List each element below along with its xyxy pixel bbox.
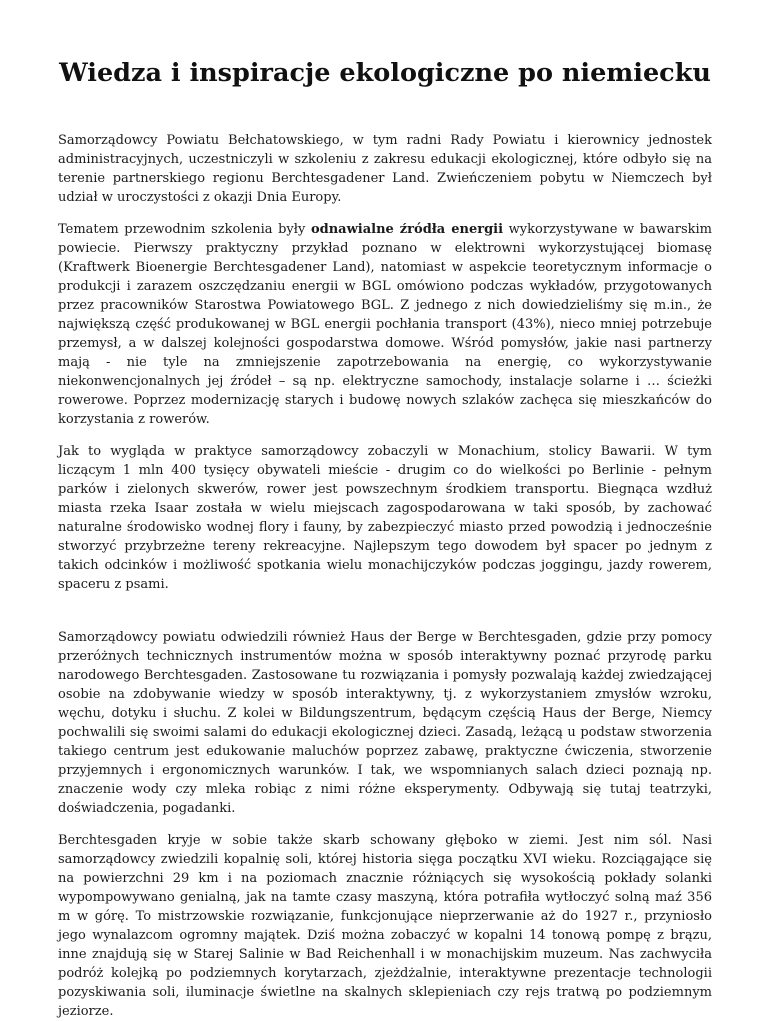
paragraph-energy-highlight: odnawialne źródła energii [310, 222, 504, 237]
paragraph-energy [58, 220, 712, 429]
paragraph-salt-mine: Berchtesgaden kryje w sobie także skarb schowany głęboko w ziemi. Jest nim sól. Nasi samorządowcy zwiedzili kopalnię soli, której historia sięga początku XVI wieku. Rozciągające się na powierzchni 29 km i na poziomach znacznie różniących się wysokością pokłady solanki wypompowywano genialną, jak na tamte czasy maszyną, która potrafiła wytłoczyć solną maź 356 m w górę. To mistrzowskie rozwiązanie, funkcjonujące nieprzerwanie aż do 1927 r., przyniosło jego wynalazcom ogromny majątek. Dziś można zobaczyć w kopalni 14 tonową pompę z brązu, inne znajdują się w Starej Salinie w Bad Reichenhall i w monachijskim muzeum. Nas zachwyciła podróż kolejką po podziemnych korytarzach, zjeżdżalnie, interaktywne prezentacje technologii pozyskiwania soli, iluminacje świetlne na skalnych sklepieniach czy rejs tratwą po podziemnym jeziorze. [58, 833, 712, 1019]
paragraph-munich: Jak to wygląda w praktyce samorządowcy zobaczyli w Monachium, stolicy Bawarii. W tym liczącym 1 mln 400 tysięcy obywateli mieście - drugim co do wielkości po Berlinie - pełnym parków i zielonych skwerów, rower jest powszechnym środkiem transportu. Biegnąca wzdłuż miasta rzeka Isaar została w wielu miejscach zagospodarowana w taki sposób, by zachować naturalne środowisko wodnej flory i fauny, by zabezpieczyć miasto przed powodzią i jednocześnie stworzyć przybrzeżne tereny rekreacyjne. Najlepszym tego dowodem był spacer po jednym z takich odcinków i możliwość spotkania wielu monachijczyków podczas joggingu, jazdy rowerem, spaceru z psami. [58, 444, 712, 592]
paragraph-intro: Samorządowcy Powiatu Bełchatowskiego, w tym radni Rady Powiatu i kierownicy jednostek administracyjnych, uczestniczyli w szkoleniu z zakresu edukacji ekologicznej, które odbyło się na terenie partnerskiego regionu Berchtesgadener Land. Zwieńczeniem pobytu w Niemczech był udział w uroczystości z okazji Dnia Europy. [58, 133, 712, 205]
page-title: Wiedza i inspiracje ekologiczne po niemiecku [59, 58, 711, 88]
paragraph-energy-start: Tematem przewodnim szkolenia były [58, 222, 311, 237]
paragraph-energy-rest: wykorzystywane w bawarskim powiecie. Pierwszy praktyczny przykład poznano w elektrowni wykorzystującej biomasę (Kraftwerk Bioenergie Berchtesgadener Land), natomiast w aspekcie teoretycznym informacje o produkcji i zarazem oszczędzaniu energii w BGL omówiono podczas wykładów, przygotowanych przez pracowników Starostwa Powiatowego BGL. Z jednego z nich dowiedzieliśmy się m.in., że największą część produkowanej w BGL energii pochłania transport (43%), nieco mniej potrzebuje przemysł, a w dalszej kolejności gospodarstwa domowe. Wśród pomysłów, jakie nasi partnerzy mają - nie tyle na zmniejszenie zapotrzebowania na energię, co wykorzystywanie niekonwencjonalnych jej źródeł – są np. elektryczne samochody, instalacje solarne i … ścieżki rowerowe. Poprzez modernizację starych i budowę nowych szlaków zachęca się mieszkańców do korzystania z rowerów. [58, 222, 712, 427]
paragraph-haus-der-berge: Samorządowcy powiatu odwiedzili również Haus der Berge w Berchtesgaden, gdzie przy pomocy przeróżnych technicznych instrumentów można w sposób interaktywny poznać przyrodę parku narodowego Berchtesgaden. Zastosowane tu rozwiązania i pomysły pozwalają każdej zwiedzającej osobie na zdobywanie wiedzy w sposób interaktywny, tj. z wykorzystaniem zmysłów wzroku, węchu, dotyku i słuchu. Z kolei w Bildungszentrum, będącym częścią Haus der Berge, Niemcy pochwalili się swoimi salami do edukacji ekologicznej dzieci. Zasadą, leżącą u podstaw stworzenia takiego centrum jest edukowanie maluchów poprzez zabawę, praktyczne ćwiczenia, stworzenie przyjemnych i ergonomicznych warunków. I tak, we wspomnianych salach dzieci poznają np. znaczenie wody czy mleka robiąc z nimi różne eksperymenty. Odbywają się tutaj teatrzyki, doświadczenia, pogadanki. [58, 630, 712, 816]
